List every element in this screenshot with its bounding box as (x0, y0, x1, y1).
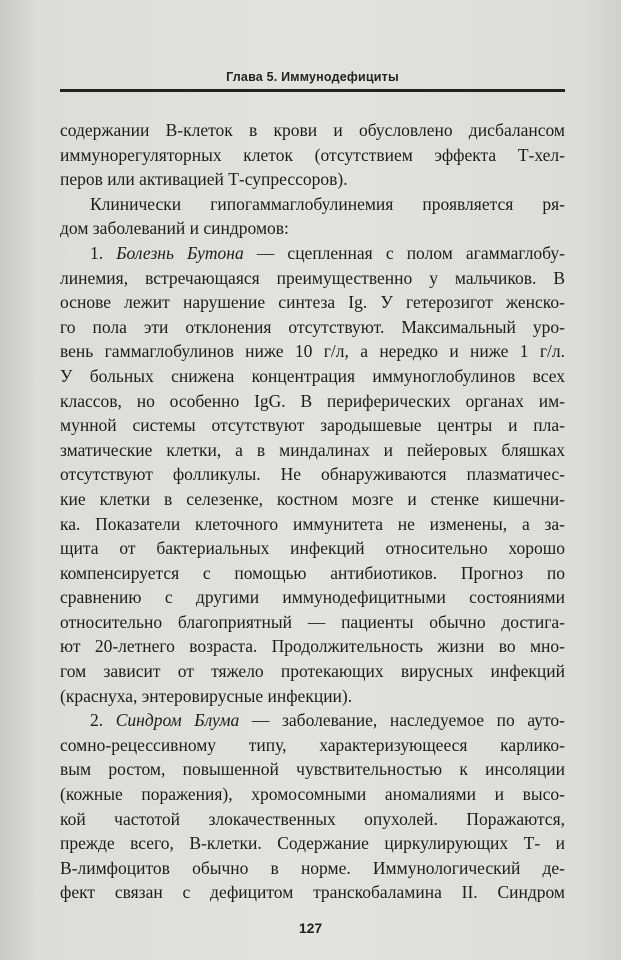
text-line: (краснуха, энтеровирусные инфекции). (60, 685, 353, 706)
text-line: основе лежит нарушение синтеза Ig. У гетерозигот женско- (60, 292, 565, 313)
text-line: содержании В-клеток в крови и обусловлено дисбалансом (60, 120, 565, 140)
text-line: мунной системы отсутствуют зародышевые центры и пла- (60, 415, 565, 436)
body-text (60, 118, 565, 905)
text-line: ка. Показатели клеточного иммунитета не изменены, а за- (60, 513, 565, 534)
text-line: кие клетки в селезенке, костном мозге и стенке кишечни- (60, 488, 565, 509)
text-line: относительно благоприятный — пациенты обычно достига- (60, 611, 565, 632)
text-line: гом зависит от тяжело протекающих вирусных инфекций (60, 661, 565, 682)
text-line: вень гаммаглобулинов ниже 10 г/л, а нередко и ниже 1 г/л. (60, 341, 565, 362)
text-line: го пола эти отклонения отсутствуют. Максимальный уро- (60, 316, 565, 337)
text-line: фект связан с дефицитом транскобаламина II. Синдром (60, 882, 565, 903)
text-line: (кожные поражения), хромосомными аномалиями и высо- (60, 784, 565, 805)
page-number: 127 (298, 920, 323, 936)
chapter-header: Глава 5. Иммунодефициты (226, 70, 399, 84)
text-line: В-лимфоцитов обычно в норме. Иммунологический де- (60, 857, 565, 878)
text-line: вым ростом, повышенной чувствительностью к инсоляции (60, 759, 565, 780)
text-line: перов или активацией Т-супрессоров). (60, 169, 348, 190)
text-line: дом заболеваний и синдромов: (60, 218, 289, 239)
text-line: У больных снижена концентрация иммуноглобулинов всех (60, 365, 565, 386)
text-line: линемия, встречающаяся преимущественно у мальчиков. В (60, 267, 565, 288)
text-line: классов, но особенно IgG. В периферических органах им- (60, 390, 565, 411)
text-line: отсутствуют фолликулы. Не обнаруживаются плазматичес- (60, 464, 565, 485)
text-line: сомно-рецессивному типу, характеризующееся карлико- (60, 734, 565, 755)
text-line: щита от бактериальных инфекций относительно хорошо (60, 538, 565, 559)
term-bloom: Синдром Блума (115, 710, 240, 731)
text-line: кой частотой злокачественных опухолей. Поражаются, (60, 808, 565, 829)
text-line: сравнению с другими иммунодефицитными состояниями (60, 587, 565, 608)
text-line-bruton: 1. Болезнь Бутона — сцепленная с полом агаммаглобу- (90, 242, 565, 263)
text-line: ют 20-летнего возраста. Продолжительность жизни во мно- (60, 636, 565, 657)
term-bruton: Болезнь Бутона (116, 242, 244, 263)
text-line: иммунорегуляторных клеток (отсутствием эффекта Т-хел- (60, 144, 565, 165)
header-rule (60, 89, 565, 92)
text-line: Клинически гипогаммаглобулинемия проявляется ря- (90, 193, 565, 214)
text-line: прежде всего, В-клетки. Содержание циркулирующих Т- и (60, 833, 565, 854)
text-line: компенсируется с помощью антибиотиков. Прогноз по (60, 562, 565, 583)
text-line-bloom: 2. Синдром Блума — заболевание, наследуемое по ауто- (90, 710, 565, 731)
text-line: зматические клетки, а в миндалинах и пейеровых бляшках (60, 439, 565, 460)
